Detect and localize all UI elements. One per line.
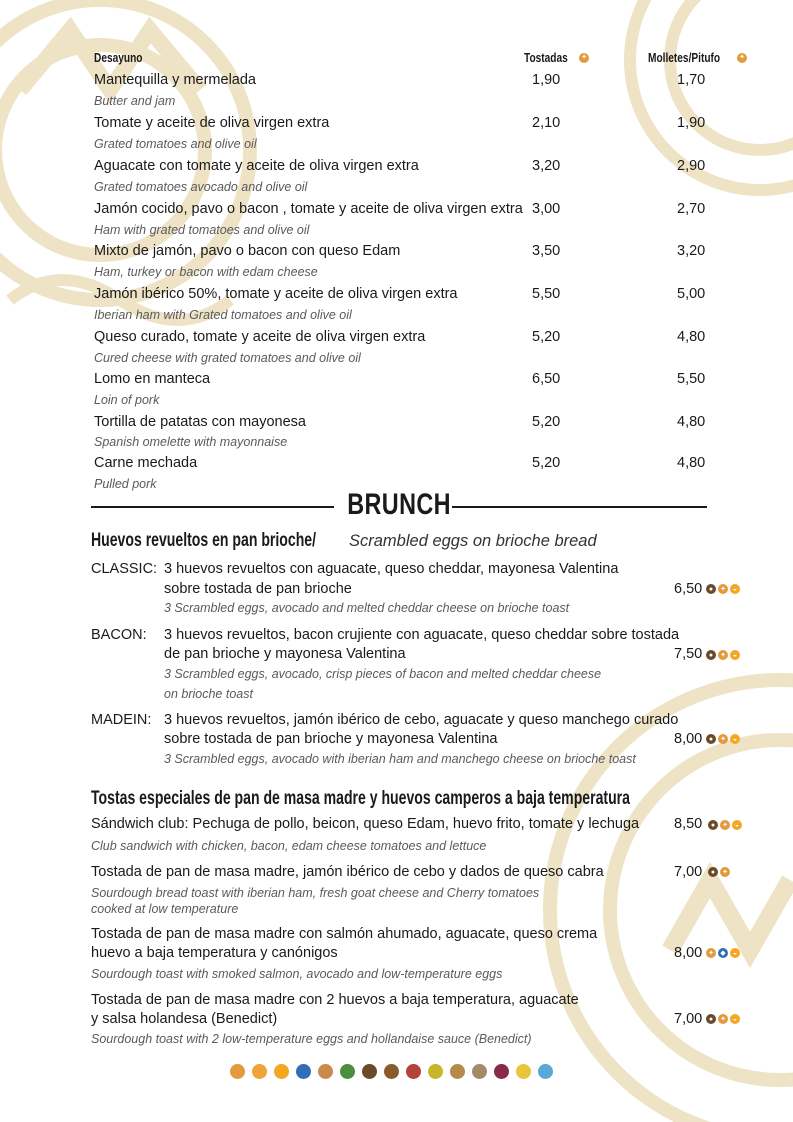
dish-price: 8,50	[674, 816, 703, 832]
peanut-icon	[318, 1064, 333, 1079]
menu-item-translation: Grated tomatoes and olive oil	[94, 137, 257, 151]
menu-item-name: Mixto de jamón, pavo o bacon con queso Edam	[94, 243, 401, 259]
dish-translation: Sourdough toast with smoked salmon, avocado and low-temperature eggs	[91, 967, 503, 981]
dish-translation: 3 Scrambled eggs, avocado and melted cheddar cheese on brioche toast	[164, 601, 570, 615]
gluten-icon: ✦	[737, 53, 747, 63]
menu-item-translation: Iberian ham with Grated tomatoes and olive oil	[94, 308, 352, 322]
brunch-title: BRUNCH	[347, 488, 451, 521]
egg-icon: ◒	[732, 820, 742, 830]
allergen-icons	[706, 650, 740, 660]
dish-price: 7,00	[674, 864, 703, 880]
dish-description: huevo a baja temperatura y canónigos	[91, 945, 338, 961]
dish-translation: Club sandwich with chicken, bacon, edam cheese tomatoes and lettuce	[91, 839, 487, 853]
gluten-icon: ✦	[720, 820, 730, 830]
price-tostada: 3,00	[532, 201, 561, 217]
price-tostada: 3,20	[532, 158, 561, 174]
legend-item	[250, 1064, 269, 1079]
legend-item	[382, 1064, 401, 1079]
tostadas-header: Tostadas ✦	[524, 50, 589, 65]
allergen-icons	[706, 1014, 740, 1024]
milk-icon: ●	[706, 650, 716, 660]
allergen-icons	[708, 820, 742, 830]
dish-description: y salsa holandesa (Benedict)	[91, 1011, 278, 1027]
dish-label: CLASSIC:	[91, 561, 158, 577]
egg-icon: ◒	[730, 1014, 740, 1024]
menu-item-name: Aguacate con tomate y aceite de oliva virgen extra	[94, 158, 419, 174]
milk-icon: ●	[706, 1014, 716, 1024]
crustaceans-icon	[252, 1064, 267, 1079]
price-tostada: 5,20	[532, 329, 561, 345]
price-tostada: 6,50	[532, 371, 561, 387]
dish-price: 8,00	[674, 945, 703, 961]
price-tostada: 3,50	[532, 243, 561, 259]
legend-item	[536, 1064, 555, 1079]
dish-description: Sándwich club: Pechuga de pollo, beicon, queso Edam, huevo frito, tomate y lechuga	[91, 816, 640, 832]
legend-item	[272, 1064, 291, 1079]
sesame-icon	[450, 1064, 465, 1079]
milk-icon: ●	[706, 734, 716, 744]
menu-item-translation: Ham with grated tomatoes and olive oil	[94, 223, 310, 237]
nuts-icon	[384, 1064, 399, 1079]
menu-item-translation: Cured cheese with grated tomatoes and olive oil	[94, 351, 361, 365]
fish-icon	[296, 1064, 311, 1079]
dish-description: Tostada de pan de masa madre con 2 huevos a baja temperatura, aguacate	[91, 992, 579, 1008]
gluten-icon	[230, 1064, 245, 1079]
milk-icon	[362, 1064, 377, 1079]
legend-item	[294, 1064, 313, 1079]
allergen-icons	[708, 867, 730, 877]
menu-item-name: Tomate y aceite de oliva virgen extra	[94, 115, 330, 131]
milk-icon: ●	[708, 820, 718, 830]
legend-item	[470, 1064, 489, 1079]
legend-item	[338, 1064, 357, 1079]
price-mollete: 1,70	[677, 72, 706, 88]
menu-item-translation: Loin of pork	[94, 393, 160, 407]
menu-item-name: Queso curado, tomate y aceite de oliva virgen extra	[94, 329, 426, 345]
gluten-icon: ✦	[720, 867, 730, 877]
legend-item	[404, 1064, 423, 1079]
menu-item-name: Tortilla de patatas con mayonesa	[94, 414, 306, 430]
legend-item	[514, 1064, 533, 1079]
dish-description: Tostada de pan de masa madre con salmón ahumado, aguacate, queso crema	[91, 926, 598, 942]
price-tostada: 1,90	[532, 72, 561, 88]
dish-description: de pan brioche y mayonesa Valentina	[164, 646, 406, 662]
menu-item-name: Lomo en manteca	[94, 371, 211, 387]
allergen-icons	[706, 734, 740, 744]
price-mollete: 4,80	[677, 329, 706, 345]
gluten-icon: ✦	[579, 53, 589, 63]
legend-item	[492, 1064, 511, 1079]
dish-description: sobre tostada de pan brioche	[164, 581, 352, 597]
dish-label: MADEIN:	[91, 712, 152, 728]
price-tostada: 5,50	[532, 286, 561, 302]
menu-item-name: Jamón cocido, pavo o bacon , tomate y aceite de oliva virgen extra	[94, 201, 523, 217]
soy-icon	[340, 1064, 355, 1079]
dish-price: 7,00	[674, 1011, 703, 1027]
price-mollete: 2,70	[677, 201, 706, 217]
dish-description: 3 huevos revueltos, bacon crujiente con aguacate, queso cheddar sobre tostada	[164, 627, 680, 643]
legend-item	[426, 1064, 445, 1079]
price-mollete: 3,20	[677, 243, 706, 259]
dish-price: 8,00	[674, 731, 703, 747]
dish-translation: 3 Scrambled eggs, avocado, crisp pieces of bacon and melted cheddar cheese	[164, 667, 602, 681]
dish-description: 3 huevos revueltos, jamón ibérico de cebo, aguacate y queso manchego curado	[164, 712, 679, 728]
dish-price: 7,50	[674, 646, 703, 662]
shellfish-icon	[538, 1064, 553, 1079]
dish-translation: Sourdough bread toast with iberian ham, fresh goat cheese and Cherry tomatoes	[91, 886, 540, 900]
dish-translation: 3 Scrambled eggs, avocado with iberian ham and manchego cheese on brioche toast	[164, 752, 636, 766]
allergen-icons	[706, 584, 740, 594]
lupin-icon	[494, 1064, 509, 1079]
dish-translation: cooked at low temperature	[91, 902, 239, 916]
legend-item	[448, 1064, 467, 1079]
egg-icon: ◒	[730, 734, 740, 744]
legend-item	[316, 1064, 335, 1079]
gluten-icon: ✦	[718, 650, 728, 660]
dish-description: Tostada de pan de masa madre, jamón ibérico de cebo y dados de queso cabra	[91, 864, 604, 880]
egg-icon: ◒	[730, 584, 740, 594]
price-mollete: 1,90	[677, 115, 706, 131]
price-mollete: 5,00	[677, 286, 706, 302]
menu-item-translation: Pulled pork	[94, 477, 157, 491]
legend-item	[360, 1064, 379, 1079]
fish-icon: ◆	[718, 948, 728, 958]
menu-item-name: Carne mechada	[94, 455, 198, 471]
menu-item-translation: Grated tomatoes avocado and olive oil	[94, 180, 308, 194]
molletes-header: Molletes/Pitufo ✦	[648, 50, 747, 65]
gluten-icon: ✦	[706, 948, 716, 958]
gluten-icon: ✦	[718, 734, 728, 744]
menu-item-translation: Spanish omelette with mayonnaise	[94, 435, 288, 449]
price-tostada: 5,20	[532, 414, 561, 430]
desayuno-title: Desayuno	[94, 50, 143, 65]
price-tostada: 2,10	[532, 115, 561, 131]
celery-icon	[406, 1064, 421, 1079]
dish-label: BACON:	[91, 627, 147, 643]
huevos-section-title: Huevos revueltos en pan brioche/ Scrambled eggs on brioche bread	[91, 530, 597, 551]
gluten-icon: ✦	[718, 1014, 728, 1024]
gluten-icon: ✦	[718, 584, 728, 594]
milk-icon: ●	[708, 867, 718, 877]
brunch-rule-left	[91, 506, 334, 508]
menu-item-name: Jamón ibérico 50%, tomate y aceite de oliva virgen extra	[94, 286, 458, 302]
price-mollete: 2,90	[677, 158, 706, 174]
dish-translation: on brioche toast	[164, 687, 253, 701]
tostas-section-title: Tostas especiales de pan de masa madre y huevos camperos a baja temperatura	[91, 788, 630, 809]
dish-price: 6,50	[674, 581, 703, 597]
price-mollete: 5,50	[677, 371, 706, 387]
price-tostada: 5,20	[532, 455, 561, 471]
dish-description: 3 huevos revueltos con aguacate, queso cheddar, mayonesa Valentina	[164, 561, 619, 577]
egg-icon: ◒	[730, 650, 740, 660]
egg-icon: ◒	[730, 948, 740, 958]
allergen-legend	[228, 1064, 555, 1079]
price-mollete: 4,80	[677, 414, 706, 430]
legend-item	[228, 1064, 247, 1079]
dish-description: sobre tostada de pan brioche y mayonesa Valentina	[164, 731, 498, 747]
menu-item-translation: Ham, turkey or bacon with edam cheese	[94, 265, 318, 279]
brunch-rule-right	[452, 506, 707, 508]
egg-icon	[274, 1064, 289, 1079]
molluscs-icon	[516, 1064, 531, 1079]
sulphites-icon	[472, 1064, 487, 1079]
dish-translation: Sourdough toast with 2 low-temperature eggs and hollandaise sauce (Benedict)	[91, 1032, 532, 1046]
allergen-icons	[706, 948, 740, 958]
menu-item-name: Mantequilla y mermelada	[94, 72, 256, 88]
milk-icon: ●	[706, 584, 716, 594]
price-mollete: 4,80	[677, 455, 706, 471]
menu-item-translation: Butter and jam	[94, 94, 176, 108]
mustard-icon	[428, 1064, 443, 1079]
